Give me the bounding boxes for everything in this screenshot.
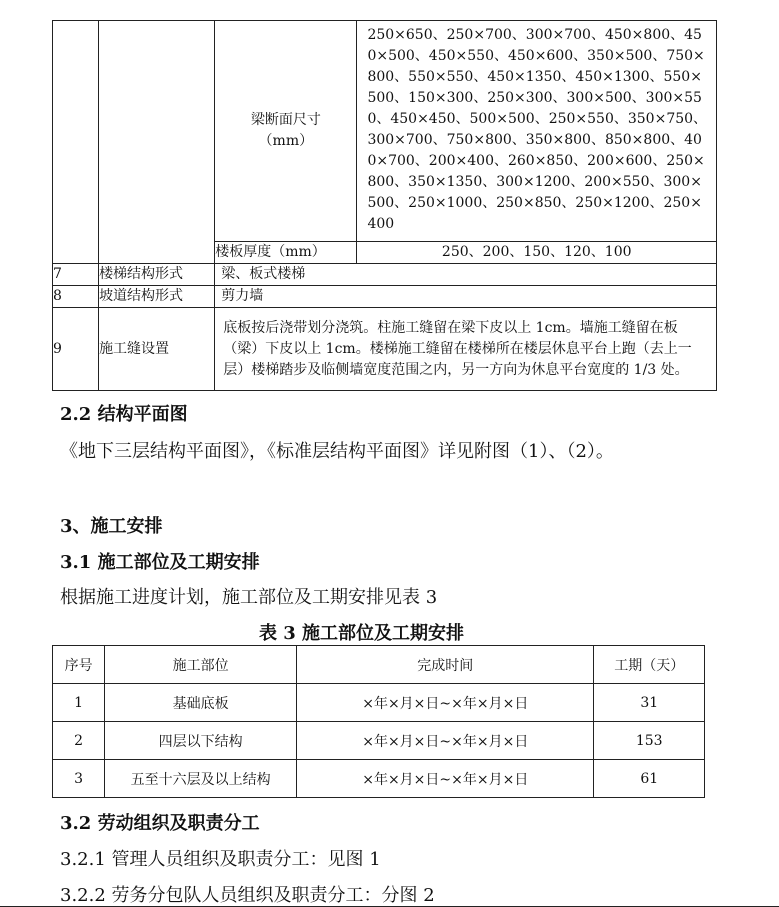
row-item: 施工缝设置 bbox=[99, 308, 215, 391]
section-3-1-text: 根据施工进度计划，施工部位及工期安排见表 3 bbox=[60, 587, 438, 608]
row-days: 31 bbox=[594, 684, 705, 722]
beam-size-values: 250×650、250×700、300×700、450×800、450×500、450×550、450×600、350×500、750×800、550×550、450×1350、450×1300、550×500、150×300、250×300、300×500、300×550、450×450、500×500、250×550、350×750、300×700、750×800、350×800、850×800、400×700、200×400、260×850、200×600、250×800、350×1350、300×1200、200×550、300×500、250×1000、250×850、250×1200、250×400 bbox=[357, 21, 717, 242]
table-row bbox=[53, 21, 717, 242]
row-item: 楼梯结构形式 bbox=[99, 264, 215, 286]
row-number: 7 bbox=[53, 264, 99, 286]
row-part: 基础底板 bbox=[105, 684, 297, 722]
section-heading-2-2: 2.2 结构平面图 bbox=[60, 404, 188, 425]
table-caption: 表 3 施工部位及工期安排 bbox=[259, 623, 465, 644]
section-heading-3: 3、施工安排 bbox=[60, 516, 163, 537]
slab-thickness-label: 楼板厚度（mm） bbox=[215, 242, 357, 264]
row-number: 1 bbox=[53, 684, 105, 722]
header-cell: 施工部位 bbox=[105, 646, 297, 684]
row-number: 3 bbox=[53, 760, 105, 798]
row-days: 61 bbox=[594, 760, 705, 798]
table-row bbox=[53, 760, 705, 798]
section-3-2-2: 3.2.2 劳务分包队人员组织及职责分工：分图 2 bbox=[60, 885, 435, 906]
table-row bbox=[53, 684, 705, 722]
beam-size-label bbox=[215, 21, 357, 242]
table-row bbox=[53, 264, 717, 286]
table-cell bbox=[53, 21, 99, 264]
row-part: 五至十六层及以上结构 bbox=[105, 760, 297, 798]
row-part: 四层以下结构 bbox=[105, 722, 297, 760]
row-days: 153 bbox=[594, 722, 705, 760]
section-2-2-text: 《地下三层结构平面图》，《标准层结构平面图》详见附图（1）、（2）。 bbox=[60, 441, 614, 462]
header-cell: 序号 bbox=[53, 646, 105, 684]
row-number: 9 bbox=[53, 308, 99, 391]
beam-label-unit: （mm） bbox=[258, 133, 314, 149]
table-header-row bbox=[53, 646, 705, 684]
schedule-table bbox=[52, 645, 705, 798]
table-row bbox=[53, 722, 705, 760]
row-value: 梁、板式楼梯 bbox=[215, 264, 717, 286]
slab-thickness-values: 250、200、150、120、100 bbox=[357, 242, 717, 264]
structure-spec-table bbox=[52, 20, 717, 391]
table-cell bbox=[99, 21, 215, 264]
section-3-2-1: 3.2.1 管理人员组织及职责分工：见图 1 bbox=[60, 849, 381, 870]
beam-label-text: 梁断面尺寸 bbox=[250, 112, 321, 128]
row-time: ×年×月×日~×年×月×日 bbox=[297, 760, 594, 798]
section-heading-3-2: 3.2 劳动组织及职责分工 bbox=[60, 813, 260, 834]
header-cell: 工期（天） bbox=[594, 646, 705, 684]
row-number: 8 bbox=[53, 286, 99, 308]
row-number: 2 bbox=[53, 722, 105, 760]
row-value: 剪力墙 bbox=[215, 286, 717, 308]
row-value: 底板按后浇带划分浇筑。柱施工缝留在梁下皮以上 1cm。墙施工缝留在板（梁）下皮以上 1cm。楼梯施工缝留在楼梯所在楼层休息平台上跑（去上一层）楼梯踏步及临侧墙宽度范围之内，另一方向为休息平台宽度的 1/3 处。 bbox=[215, 308, 717, 391]
table-row bbox=[53, 308, 717, 391]
row-time: ×年×月×日~×年×月×日 bbox=[297, 684, 594, 722]
table-row bbox=[53, 286, 717, 308]
section-heading-3-1: 3.1 施工部位及工期安排 bbox=[60, 552, 260, 573]
row-time: ×年×月×日~×年×月×日 bbox=[297, 722, 594, 760]
header-cell: 完成时间 bbox=[297, 646, 594, 684]
row-item: 坡道结构形式 bbox=[99, 286, 215, 308]
